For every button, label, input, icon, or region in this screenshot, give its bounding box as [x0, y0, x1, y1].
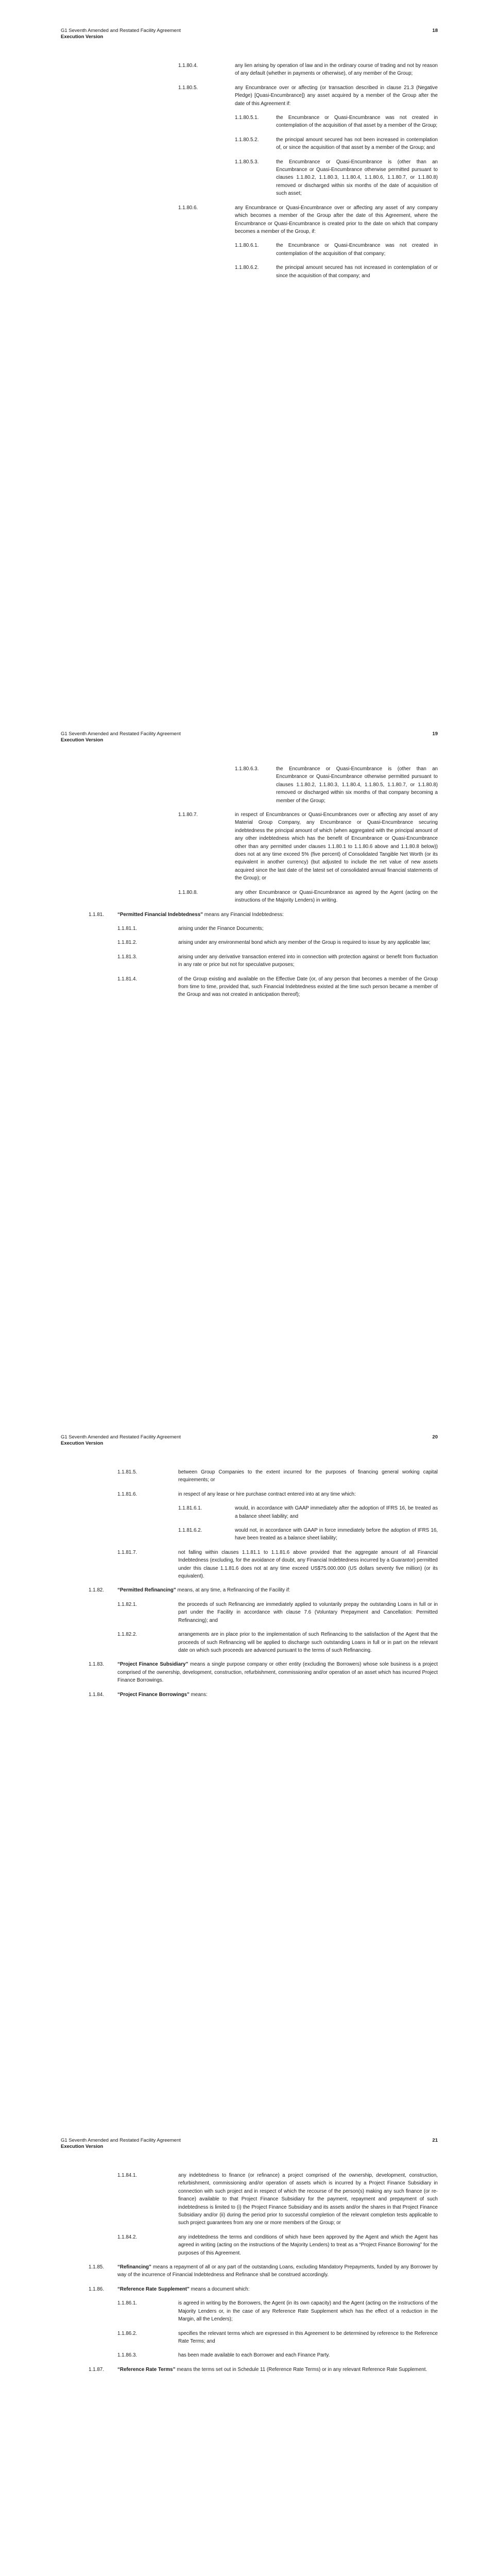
- clause-text: arising under any derivative transaction entered into in connection with protection against or benefit from fluctuation in any rate or price but not for speculative purposes;: [178, 954, 438, 968]
- clause-text: would, in accordance with GAAP immediately after the adoption of IFRS 16, be treated as a balance sheet liability; and: [235, 1505, 438, 1519]
- clause-text: the principal amount secured has not increased in contemplation of or since the acquisition of that company; and: [276, 265, 438, 279]
- clause: [61, 242, 438, 258]
- clause: [61, 925, 438, 933]
- clause: [61, 62, 438, 78]
- clause-number: 1.1.80.8.: [178, 889, 198, 895]
- clause-text: would not, in accordance with GAAP in force immediately before the adoption of IFRS 16, have been treated as a balance sheet liability;: [235, 1528, 438, 1541]
- page-number: 18: [432, 28, 438, 33]
- page-body: [61, 765, 438, 1005]
- clause-text: means the terms set out in Schedule 11 (Reference Rate Terms) or in any relevant Reference Rate Supplement.: [175, 2366, 427, 2372]
- clause-text: any Encumbrance over or affecting (or transaction described in clause 21.3 (Negative Pledge) [Quasi-Encumbrance]) any asset acquired by a member of the Group after the date of this Agreement if:: [235, 84, 438, 107]
- clause-number: 1.1.80.5.1.: [235, 115, 259, 121]
- clause-text: means:: [189, 1691, 208, 1698]
- clause-text: between Group Companies to the extent incurred for the purposes of financing general working capital requirements; or: [178, 1469, 438, 1483]
- clause: [61, 84, 438, 108]
- definition-clause: [61, 2366, 438, 2374]
- header-title: G1 Seventh Amended and Restated Facility Agreement: [61, 1434, 181, 1440]
- clause-number: 1.1.86.1.: [117, 2300, 138, 2307]
- defined-term: “Permitted Refinancing”: [117, 1587, 176, 1594]
- clause: [61, 114, 438, 130]
- clause-text: any Encumbrance or Quasi-Encumbrance over or affecting any asset of any company which becomes a member of the Group after the date of this Agreement, where the Encumbrance or Quasi-Encumbrance is created prior to the date on which that company becomes a member of the Group, if:: [235, 205, 438, 234]
- clause-number: 1.1.84.: [89, 1691, 104, 1698]
- page-header: [61, 1434, 438, 1447]
- clause-number: 1.1.82.2.: [117, 1632, 138, 1638]
- document-page: [0, 2110, 497, 2576]
- page-number: 19: [432, 731, 438, 737]
- clause-number: 1.1.80.4.: [178, 63, 198, 69]
- clause-text: specifies the relevant terms which are expressed in this Agreement to be determined by reference to the Reference Rate Terms; and: [178, 2330, 438, 2344]
- clause-number: 1.1.86.: [89, 2286, 104, 2292]
- clause-text: any indebtedness to finance (or refinance) a project comprised of the ownership, development, construction, refurbishment, commissioning and/or operation of assets which is incurred by a Project Finance Subsidiary in connection with such project and in respect of which the recourse of the person(s) making any such finance (or re-finance) available to that Project Finance Subsidiary for the payment, repayment and prepayment of such indebtedness is limited to (i) the Project Finance Subsidiary and its assets and/or the shares in that Project Finance Subsidiary and/or (ii) during the period prior to successful completion of the relevant completion tests applicable to such project guarantees from any one or more members of the Group; or: [178, 2173, 438, 2226]
- clause-number: 1.1.82.: [89, 1587, 104, 1594]
- clause-number: 1.1.80.5.: [178, 84, 198, 91]
- clause-text: arising under any environmental bond which any member of the Group is required to issue by any applicable law;: [178, 940, 431, 946]
- defined-term: “Project Finance Subsidiary”: [117, 1662, 188, 1668]
- clause-number: 1.1.81.6.: [117, 1491, 138, 1497]
- header-title: G1 Seventh Amended and Restated Facility Agreement: [61, 28, 181, 33]
- defined-term: “Project Finance Borrowings”: [117, 1691, 190, 1698]
- clause-number: 1.1.84.1.: [117, 2173, 138, 2178]
- clause-text: any indebtedness the terms and conditions of which have been approved by the Agent and which the Agent has agreed in writing (acting on the instructions of the Majority Lenders) to treat as a “Project Finance Borrowing” for the purposes of this Agreement.: [178, 2234, 438, 2256]
- defined-term: “Reference Rate Terms”: [117, 2366, 176, 2372]
- page-header: [61, 731, 438, 743]
- clause: [61, 136, 438, 152]
- clause: [61, 2351, 438, 2359]
- page-header: [61, 2138, 438, 2150]
- clause-number: 1.1.81.: [89, 911, 104, 918]
- clause-number: 1.1.81.3.: [117, 954, 138, 960]
- clause-number: 1.1.81.6.1.: [178, 1505, 202, 1512]
- clause-text: means a document which:: [189, 2286, 250, 2292]
- page-number: 21: [432, 2138, 438, 2143]
- clause-number: 1.1.80.7.: [178, 812, 198, 818]
- clause-text: arising under the Finance Documents;: [178, 925, 264, 931]
- document-page: [0, 703, 497, 1406]
- clause-number: 1.1.86.2.: [117, 2330, 138, 2336]
- clause: [61, 204, 438, 236]
- defined-term: “Reference Rate Supplement”: [117, 2286, 190, 2292]
- page-header: [61, 28, 438, 40]
- clause: [61, 2172, 438, 2227]
- clause-text: in respect of any lease or hire purchase contract entered into at any time which:: [178, 1491, 356, 1497]
- clause-number: 1.1.80.6.: [178, 205, 198, 211]
- clause-number: 1.1.84.2.: [117, 2234, 138, 2240]
- clause: [61, 2299, 438, 2323]
- clause-number: 1.1.86.3.: [117, 2352, 138, 2359]
- clause-number: 1.1.81.1.: [117, 925, 138, 931]
- clause-text: the Encumbrance or Quasi-Encumbrance was not created in contemplation of the acquisition of that company;: [276, 243, 438, 257]
- clause: [61, 953, 438, 969]
- clause-text: means any Financial Indebtedness:: [203, 911, 284, 918]
- document-page: [0, 1406, 497, 2110]
- clause: [61, 1504, 438, 1520]
- clause-text: arrangements are in place prior to the implementation of such Refinancing to the satisfaction of the Agent that the proceeds of such Refinancing will be applied to discharge such outstanding Loans in full or in part on the relevant date on which such proceeds are advanced pursuant to the terms of such Refinancing.: [178, 1632, 438, 1653]
- header-version: Execution Version: [61, 1440, 104, 1446]
- clause-number: 1.1.80.5.2.: [235, 137, 259, 143]
- clause-text: means a single purpose company or other entity (excluding the Borrowers) whose sole business is a project comprised of the ownership, development, construction, refurbishment, commissioning and/or operation of an asset which has incurred Project Finance Borrowings.: [117, 1662, 438, 1684]
- definition-clause: [61, 911, 438, 919]
- clause-number: 1.1.82.1.: [117, 1601, 138, 1607]
- clause-text: has been made available to each Borrower and each Finance Party.: [178, 2352, 330, 2359]
- clause-text: not falling within clauses 1.1.81.1 to 1.1.81.6 above provided that the aggregate amount of all Financial Indebtedness (excluding, for the avoidance of doubt, any Financial Indebtedness incurred by a Guarantor) permitted under this clause 1.1.81.6 does not at any time exceed US$75.000.000 (US dollars seventy five million) (or its equivalent).: [178, 1549, 438, 1580]
- clause-text: any lien arising by operation of law and in the ordinary course of trading and not by reason of any default (whether in payments or otherwise), of any member of the Group;: [235, 63, 438, 77]
- header-title: G1 Seventh Amended and Restated Facility Agreement: [61, 731, 181, 737]
- clause-number: 1.1.81.7.: [117, 1549, 138, 1555]
- clause-text: the principal amount secured has not been increased in contemplation of, or since the acquisition of that asset by a member of the Group; and: [276, 137, 438, 151]
- clause: [61, 811, 438, 883]
- definition-clause: [61, 1586, 438, 1594]
- clause-text: is agreed in writing by the Borrowers, the Agent (in its own capacity) and the Agent (acting on the instructions of the Majority Lenders or, in the case of any Reference Rate Supplement which has the effect of a reduction in the Margin, all the Lenders);: [178, 2300, 438, 2323]
- clause: [61, 264, 438, 280]
- clause-text: in respect of Encumbrances or Quasi-Encumbrances over or affecting any asset of any Material Group Company, any Encumbrance or Quasi-Encumbrance securing indebtedness the principal amount of which (when aggregated with the principal amount of any other indebtedness which has the benefit of Encumbrance or Quasi-Encumbrance other than any permitted under clauses 1.1.80.1 to 1.1.80.6 above and 1.1.80.8 below)) does not at any time exceed 5% (five percent) of Consolidated Tangible Net Worth (or its equivalent in another currency) (but adjusted to include the net value of new assets acquired since the last date of the latest set of consolidated annual financial statements of the Group); or: [235, 812, 438, 882]
- page-body: [61, 1468, 438, 1705]
- clause-number: 1.1.80.6.3.: [235, 766, 259, 772]
- page-body: [61, 2172, 438, 2380]
- page-body: [61, 62, 438, 286]
- header-title: G1 Seventh Amended and Restated Facility Agreement: [61, 2138, 181, 2143]
- clause: [61, 1468, 438, 1484]
- header-version: Execution Version: [61, 34, 104, 40]
- clause-text: the Encumbrance or Quasi-Encumbrance is (other than an Encumbrance or Quasi-Encumbrance otherwise permitted pursuant to clauses 1.1.80.2, 1.1.80.3, 1.1.80.4, 1.1.80.5, 1.1.80.7, or 1.1.80.8) removed or discharged within six months of that company becoming a member of the Group;: [276, 766, 438, 804]
- clause: [61, 158, 438, 198]
- clause-number: 1.1.81.5.: [117, 1469, 138, 1475]
- clause: [61, 1490, 438, 1498]
- clause-number: 1.1.81.6.2.: [178, 1528, 202, 1534]
- document-page: [0, 0, 497, 703]
- definition-clause: [61, 2285, 438, 2293]
- clause-number: 1.1.81.2.: [117, 940, 138, 946]
- clause: [61, 1631, 438, 1654]
- clause-number: 1.1.83.: [89, 1662, 104, 1668]
- clause: [61, 939, 438, 946]
- clause: [61, 1527, 438, 1543]
- clause: [61, 2330, 438, 2346]
- clause: [61, 889, 438, 905]
- clause-number: 1.1.80.6.2.: [235, 265, 259, 271]
- defined-term: “Permitted Financial Indebtedness”: [117, 911, 203, 918]
- clause-text: of the Group existing and available on the Effective Date (or, of any person that becomes a member of the Group from time to time, provided that, such Financial Indebtedness existed at the time such person became a member of the Group and was not created in anticipation thereof);: [178, 976, 438, 998]
- definition-clause: [61, 1691, 438, 1699]
- clause-text: the proceeds of such Refinancing are immediately applied to voluntarily prepay the outstanding Loans in full or in part under the Facility in accordance with clause 7.6 (Voluntary Prepayment and Cancellation: Permitted Refinancing); and: [178, 1601, 438, 1623]
- clause: [61, 1549, 438, 1581]
- definition-clause: [61, 1660, 438, 1684]
- clause: [61, 765, 438, 805]
- header-version: Execution Version: [61, 737, 104, 743]
- clause-text: the Encumbrance or Quasi-Encumbrance is (other than an Encumbrance or Quasi-Encumbrance otherwise permitted pursuant to clauses 1.1.80.2, 1.1.80.3, 1.1.80.4, 1.1.80.6, 1.1.80.7, or 1.1.80.8) removed or discharged within six months of the date of acquisition of such asset;: [276, 159, 438, 197]
- clause: [61, 2233, 438, 2257]
- clause-number: 1.1.81.4.: [117, 976, 138, 982]
- clause-text: the Encumbrance or Quasi-Encumbrance was not created in contemplation of the acquisition of that asset by a member of the Group;: [276, 115, 438, 129]
- definition-clause: [61, 2263, 438, 2279]
- clause-number: 1.1.85.: [89, 2264, 104, 2270]
- defined-term: “Refinancing”: [117, 2264, 151, 2270]
- clause-text: any other Encumbrance or Quasi-Encumbrance as agreed by the Agent (acting on the instructions of the Majority Lenders) in writing.: [235, 889, 438, 904]
- clause-number: 1.1.80.5.3.: [235, 159, 259, 165]
- clause: [61, 975, 438, 999]
- clause-text: means a repayment of all or any part of the outstanding Loans, excluding Mandatory Prepayments, funded by any Borrower by way of the incurrence of Financial Indebtedness and Refinance shall be construed accordingly.: [117, 2264, 438, 2278]
- clause-text: means, at any time, a Refinancing of the Facility if:: [176, 1587, 290, 1594]
- page-number: 20: [432, 1434, 438, 1440]
- clause-number: 1.1.80.6.1.: [235, 243, 259, 249]
- clause-number: 1.1.87.: [89, 2366, 104, 2372]
- clause: [61, 1601, 438, 1624]
- header-version: Execution Version: [61, 2144, 104, 2149]
